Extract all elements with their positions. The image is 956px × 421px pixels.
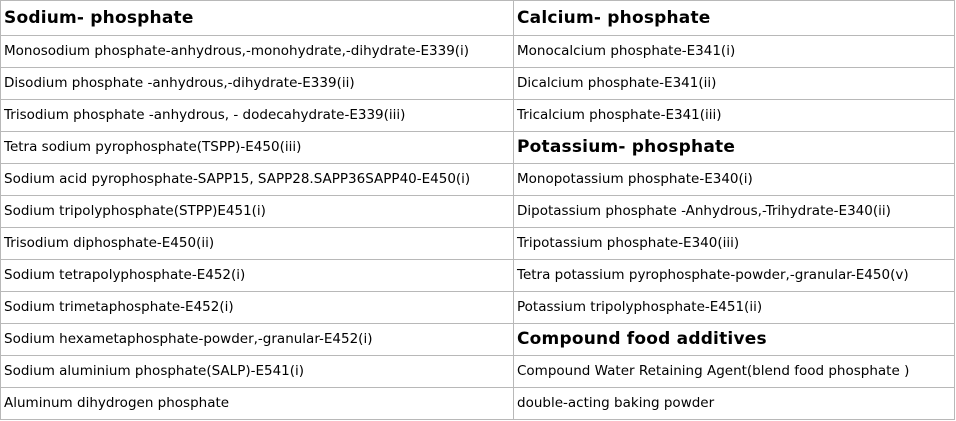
right-cell: Monopotassium phosphate-E340(i) — [514, 164, 955, 196]
table-row — [1, 1, 955, 36]
right-cell: Dicalcium phosphate-E341(ii) — [514, 68, 955, 100]
left-cell: Trisodium phosphate -anhydrous, - dodecahydrate-E339(iii) — [1, 100, 514, 132]
table-row — [1, 260, 955, 292]
left-cell: Sodium trimetaphosphate-E452(i) — [1, 292, 514, 324]
right-cell: Tetra potassium pyrophosphate-powder,-granular-E450(v) — [514, 260, 955, 292]
left-cell: Monosodium phosphate-anhydrous,-monohydrate,-dihydrate-E339(i) — [1, 36, 514, 68]
table-row — [1, 196, 955, 228]
table-row — [1, 292, 955, 324]
right-cell: Tricalcium phosphate-E341(iii) — [514, 100, 955, 132]
right-cell: double-acting baking powder — [514, 388, 955, 420]
table-row — [1, 164, 955, 196]
left-cell: Sodium acid pyrophosphate-SAPP15, SAPP28.SAPP36SAPP40-E450(i) — [1, 164, 514, 196]
left-cell: Sodium aluminium phosphate(SALP)-E541(i) — [1, 356, 514, 388]
left-cell: Sodium hexametaphosphate-powder,-granular-E452(i) — [1, 324, 514, 356]
table-row — [1, 388, 955, 420]
left-cell: Aluminum dihydrogen phosphate — [1, 388, 514, 420]
right-cell: Monocalcium phosphate-E341(i) — [514, 36, 955, 68]
section-header: Potassium- phosphate — [514, 132, 955, 164]
section-header: Compound food additives — [514, 324, 955, 356]
right-cell: Potassium tripolyphosphate-E451(ii) — [514, 292, 955, 324]
left-cell: Sodium tripolyphosphate(STPP)E451(i) — [1, 196, 514, 228]
table-row — [1, 36, 955, 68]
table-row — [1, 68, 955, 100]
left-cell: Disodium phosphate -anhydrous,-dihydrate-E339(ii) — [1, 68, 514, 100]
right-cell: Compound Water Retaining Agent(blend food phosphate ) — [514, 356, 955, 388]
right-cell: Dipotassium phosphate -Anhydrous,-Trihydrate-E340(ii) — [514, 196, 955, 228]
phosphate-table-body — [1, 1, 955, 420]
table-row — [1, 100, 955, 132]
section-header: Sodium- phosphate — [1, 1, 514, 36]
left-cell: Trisodium diphosphate-E450(ii) — [1, 228, 514, 260]
left-cell: Tetra sodium pyrophosphate(TSPP)-E450(iii) — [1, 132, 514, 164]
section-header: Calcium- phosphate — [514, 1, 955, 36]
table-row — [1, 324, 955, 356]
right-cell: Tripotassium phosphate-E340(iii) — [514, 228, 955, 260]
left-cell: Sodium tetrapolyphosphate-E452(i) — [1, 260, 514, 292]
table-row — [1, 356, 955, 388]
table-row — [1, 132, 955, 164]
table-row — [1, 228, 955, 260]
